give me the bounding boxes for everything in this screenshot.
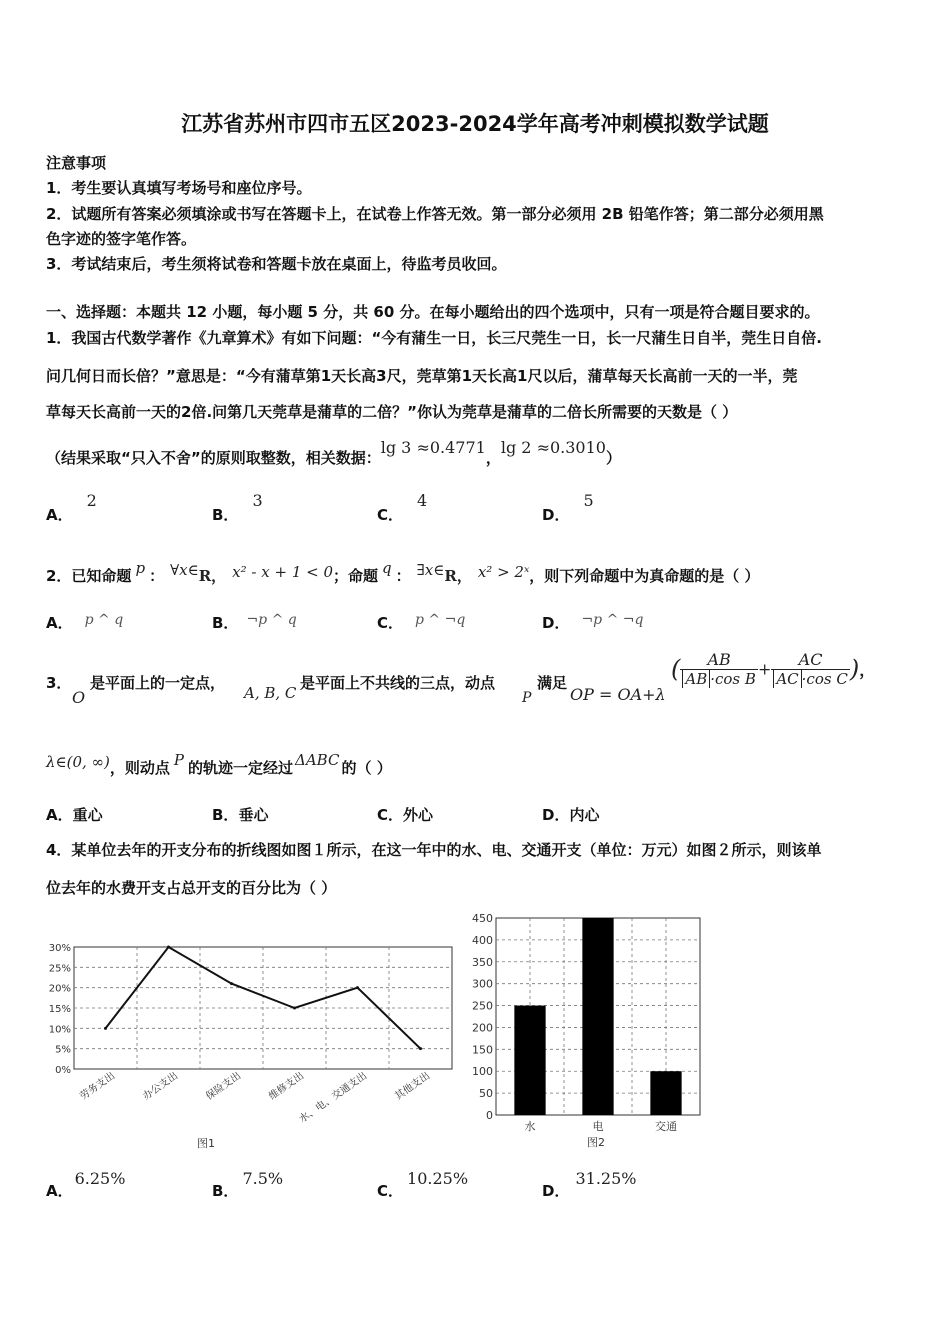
q2-option-d[interactable]	[542, 612, 644, 633]
q1-hint	[46, 438, 621, 468]
y-tick-label: 150	[472, 1043, 493, 1057]
right-paren: )	[849, 655, 860, 683]
option-value: 重心	[72, 806, 103, 824]
x-tick-label: 保险支出	[204, 1070, 244, 1103]
cos-b: ·cos B	[710, 670, 756, 688]
exists-x: ∃x∈	[416, 561, 445, 579]
set-r: R，	[444, 567, 472, 585]
data-point	[356, 986, 359, 989]
option-value: 7.5%	[242, 1169, 284, 1188]
y-tick-label: 15%	[48, 1004, 71, 1015]
point-p: P	[173, 751, 184, 769]
q2-option-b[interactable]	[212, 612, 297, 633]
fraction-ab	[680, 650, 758, 688]
line-chart-figure1	[40, 935, 460, 1160]
notice-heading: 注意事项	[46, 154, 107, 172]
q3-text: 的轨迹一定经过	[188, 759, 294, 777]
y-tick-label: 350	[472, 955, 493, 969]
vector-equation: OP = OA+λ	[570, 685, 666, 704]
option-value: ¬p ^ q	[246, 612, 297, 628]
option-label: D．	[542, 1182, 570, 1200]
q1-option-c[interactable]	[377, 491, 428, 525]
triangle-abc: ΔABC	[295, 751, 340, 769]
q2-text: ；命题	[333, 567, 379, 585]
q4-option-d[interactable]	[542, 1169, 637, 1201]
option-label: B．	[212, 506, 239, 524]
var-p: p	[135, 559, 146, 577]
data-point	[230, 982, 233, 985]
q2-text: ，则下列命题中为真命题的是（ ）	[529, 567, 760, 585]
option-value: 垂心	[238, 806, 269, 824]
q3-option-c[interactable]	[377, 804, 433, 825]
q1-option-a[interactable]	[46, 491, 97, 525]
y-tick-label: 100	[472, 1065, 493, 1079]
numerator-ab: AB	[707, 650, 731, 669]
q1-text: 问几何日而长倍？”意思是：“今有蒲草第1天长高3尺，莞草第1天长高1尺以后，蒲草每天长高前一天的一半，莞	[46, 367, 798, 385]
cos-c: ·cos C	[801, 670, 848, 688]
x-tick-label: 其他支出	[393, 1070, 433, 1103]
q3-option-a[interactable]	[46, 804, 103, 825]
y-tick-label: 300	[472, 977, 493, 991]
q3-option-d[interactable]	[542, 804, 599, 825]
option-value: 5	[583, 491, 594, 510]
notice-item: 2．试题所有答案必须填涂或书写在答题卡上，在试卷上作答无效。第一部分必须用 2B 铅笔作答；第二部分必须用黑	[46, 205, 824, 223]
q3-text: 是平面上不共线的三点，动点	[300, 674, 496, 692]
x-tick-label: 交通	[655, 1120, 677, 1133]
y-tick-label: 0%	[55, 1065, 71, 1076]
option-value: 3	[252, 491, 263, 510]
q3-line2	[46, 751, 392, 778]
option-label: B．	[212, 1182, 239, 1200]
option-value: ¬p ^ ¬q	[581, 612, 644, 628]
set-r: R，	[198, 567, 227, 585]
lg2-value: lg 2 ≈0.3010	[500, 438, 606, 457]
option-label: C．	[377, 614, 404, 632]
option-value: p ^ q	[84, 612, 124, 628]
x-tick-label: 办公支出	[141, 1070, 181, 1103]
q3-num: 3．	[46, 674, 72, 692]
fraction-ac	[771, 650, 849, 688]
q1-text: 草每天长高前一天的2倍.问第几天莞草是蒲草的二倍？”你认为莞草是蒲草的二倍长所需要的天数是（ ）	[46, 403, 738, 421]
norm-ab: AB	[682, 670, 710, 688]
option-label: B．	[212, 614, 239, 632]
y-tick-label: 50	[479, 1087, 493, 1101]
option-label: A．	[46, 1182, 73, 1200]
left-paren: (	[671, 655, 681, 683]
y-tick-label: 10%	[48, 1024, 71, 1036]
y-tick-label: 20%	[48, 983, 71, 995]
option-value: 4	[417, 491, 428, 510]
q1-text: 1．我国古代数学著作《九章算术》有如下问题：“今有蒲生一日，长三尺莞生一日，长一尺蒲生日自半，莞生日自倍.	[46, 329, 822, 347]
q3-text: 是平面上的一定点，	[90, 674, 226, 692]
page-title: 江苏省苏州市四市五区2023-2024学年高考冲刺模拟数学试题	[181, 112, 769, 136]
q1-option-b[interactable]	[212, 491, 263, 525]
y-tick-label: 200	[472, 1021, 493, 1035]
option-label: D．	[542, 506, 570, 524]
option-label: C．	[377, 806, 404, 824]
notice-item: 1．考生要认真填写考场号和座位序号。	[46, 179, 312, 197]
chart-title: 图2	[587, 1136, 605, 1149]
plus-sign: +	[757, 659, 772, 679]
chart-title: 图1	[197, 1137, 215, 1150]
q4-option-a[interactable]	[46, 1169, 126, 1201]
option-label: A．	[46, 806, 73, 824]
notice-item: 色字迹的签字笔作答。	[46, 230, 197, 248]
option-value: 外心	[403, 806, 434, 824]
y-tick-label: 25%	[48, 963, 71, 975]
q4-text: 4．某单位去年的开支分布的折线图如图１所示，在这一年中的水、电、交通开支（单位：万元）如图２所示，则该单	[46, 841, 822, 859]
q3-text: 满足	[537, 674, 568, 692]
section-heading: 一、选择题：本题共 12 小题，每小题 5 分，共 60 分。在每小题给出的四个选项中，只有一项是符合题目要求的。	[46, 303, 820, 321]
q2-option-a[interactable]	[46, 612, 124, 633]
denominator-ab	[680, 669, 758, 688]
bar	[650, 1071, 681, 1115]
q4-text: 位去年的水费开支占总开支的百分比为（ ）	[46, 879, 337, 897]
option-label: A．	[46, 506, 73, 524]
q2-stem	[46, 559, 760, 586]
x-tick-label: 水、电、交通支出	[297, 1070, 370, 1126]
option-label: C．	[377, 1182, 404, 1200]
q3-text: ，则动点	[109, 759, 170, 777]
option-value: 6.25%	[74, 1169, 126, 1188]
option-value: 2	[86, 491, 97, 510]
data-point	[293, 1007, 296, 1010]
option-value: p ^ ¬q	[415, 612, 466, 628]
y-tick-label: 30%	[48, 943, 71, 954]
q1-option-d[interactable]	[542, 491, 594, 525]
q4-option-b[interactable]	[212, 1169, 284, 1201]
q3-text: 的（ ）	[341, 759, 392, 777]
option-label: C．	[377, 506, 404, 524]
data-point	[104, 1027, 107, 1030]
q4-option-c[interactable]	[377, 1169, 469, 1201]
notice-item: 3．考试结束后，考生须将试卷和答题卡放在桌面上，待监考员收回。	[46, 255, 507, 273]
y-tick-label: 400	[472, 933, 493, 947]
option-label: D．	[542, 806, 570, 824]
data-point	[167, 946, 170, 949]
x-tick-label: 水	[524, 1120, 536, 1133]
points-abc: A, B, C	[244, 684, 297, 702]
q2-text: ：	[395, 567, 411, 585]
bar	[514, 1006, 545, 1115]
y-tick-label: 250	[472, 999, 493, 1013]
y-tick-label: 450	[472, 912, 493, 925]
q3-option-b[interactable]	[212, 804, 268, 825]
inequality-q: x² > 2ˣ	[477, 563, 530, 581]
y-tick-label: 5%	[55, 1044, 71, 1056]
x-tick-label: 劳务支出	[78, 1070, 118, 1103]
x-tick-label: 维修支出	[267, 1070, 307, 1103]
y-tick-label: 0	[486, 1109, 493, 1122]
denominator-ac	[771, 669, 849, 688]
q2-text: ：	[149, 567, 165, 585]
norm-ac: AC	[773, 670, 801, 688]
comma: ，	[859, 660, 876, 680]
inequality-p: x² - x + 1 < 0	[232, 563, 334, 581]
data-point	[419, 1047, 422, 1050]
q2-text: 2．已知命题	[46, 567, 132, 585]
var-q: q	[382, 559, 392, 577]
q2-option-c[interactable]	[377, 612, 466, 633]
point-o: O	[72, 688, 86, 707]
point-p: P	[522, 690, 532, 706]
bar-chart-figure2	[468, 910, 708, 1155]
option-value: 31.25%	[575, 1169, 637, 1188]
q1-hint-suffix: ）	[605, 449, 621, 467]
forall-x: ∀x∈	[170, 561, 199, 579]
option-value: 10.25%	[407, 1169, 469, 1188]
q1-hint-prefix: （结果采取“只入不舍”的原则取整数，相关数据：	[46, 449, 381, 467]
option-label: B．	[212, 806, 239, 824]
numerator-ac: AC	[798, 650, 823, 669]
option-value: 内心	[569, 806, 600, 824]
x-tick-label: 电	[592, 1120, 604, 1133]
bar	[582, 918, 613, 1115]
lg3-value: lg 3 ≈0.4771	[380, 438, 486, 457]
lambda-range: λ∈(0, ∞)	[46, 753, 110, 771]
vector-expression	[671, 650, 875, 688]
option-label: D．	[542, 614, 570, 632]
hint-comma: ，	[485, 449, 501, 467]
option-label: A．	[46, 614, 73, 632]
